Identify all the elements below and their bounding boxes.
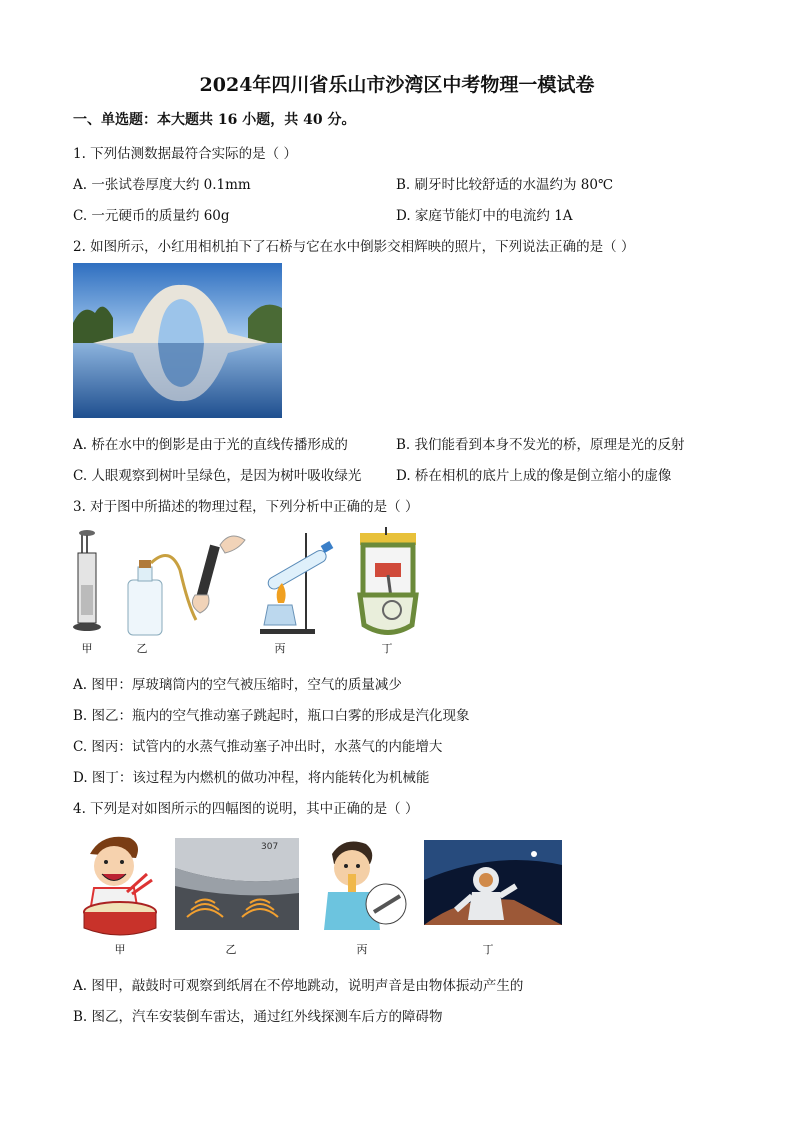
- question-3-stem: 3. 对于图中所描述的物理过程，下列分析中正确的是（ ）: [73, 499, 419, 515]
- q4-caption-ding: 丁: [482, 943, 494, 956]
- test-tube-drawing: [260, 533, 333, 634]
- question-4-stem: 4. 下列是对如图所示的四幅图的说明，其中正确的是（ ）: [73, 801, 419, 817]
- section-heading: 一、单选题：本大题共 16 小题，共 40 分。: [73, 112, 356, 128]
- q4-option-b: B. 图乙，汽车安装倒车雷达，通过红外线探测车后方的障碍物: [73, 1009, 443, 1025]
- q3-option-b: B. 图乙：瓶内的空气推动塞子跳起时，瓶口白雾的形成是汽化现象: [73, 708, 470, 724]
- q1-option-c: C. 一元硬币的质量约 60g: [73, 208, 230, 224]
- engine-cylinder-drawing: [360, 527, 416, 633]
- q2-option-b: B. 我们能看到本身不发光的桥，原理是光的反射: [396, 437, 685, 453]
- page-title: 2024年四川省乐山市沙湾区中考物理一模试卷: [199, 74, 595, 96]
- q3-option-a: A. 图甲：厚玻璃筒内的空气被压缩时，空气的质量减少: [73, 677, 402, 693]
- q3-caption-bing: 丙: [274, 642, 286, 655]
- astronaut-photo: [424, 840, 562, 925]
- bottle-pump-drawing: [128, 536, 245, 635]
- compression-cylinder-drawing: [73, 530, 101, 631]
- q3-option-c: C. 图丙：试管内的水蒸气推动塞子冲出时，水蒸气的内能增大: [73, 739, 443, 755]
- q3-figure: [70, 525, 430, 640]
- q2-option-d: D. 桥在相机的底片上成的像是倒立缩小的虚像: [396, 468, 672, 484]
- car-radar-photo: [175, 838, 299, 930]
- q1-option-b: B. 刷牙时比较舒适的水温约为 80℃: [396, 177, 614, 193]
- q4-option-a: A. 图甲，敲鼓时可观察到纸屑在不停地跳动，说明声音是由物体振动产生的: [73, 978, 524, 994]
- car-model-badge: 307: [261, 842, 279, 852]
- question-1-stem: 1. 下列估测数据最符合实际的是（ ）: [73, 146, 297, 162]
- q1-option-d: D. 家庭节能灯中的电流约 1A: [396, 208, 573, 224]
- q2-option-a: A. 桥在水中的倒影是由于光的直线传播形成的: [73, 437, 348, 453]
- drum-cartoon: [72, 832, 167, 936]
- q2-option-c: C. 人眼观察到树叶呈绿色，是因为树叶吸收绿光: [73, 468, 362, 484]
- q1-option-a: A. 一张试卷厚度大约 0.1mm: [73, 177, 251, 193]
- q3-caption-jia: 甲: [81, 642, 93, 655]
- flute-cartoon: [314, 834, 414, 930]
- question-2-stem: 2. 如图所示，小红用相机拍下了石桥与它在水中倒影交相辉映的照片，下列说法正确的是（ ）: [73, 239, 635, 255]
- q3-option-d: D. 图丁：该过程为内燃机的做功冲程，将内能转化为机械能: [73, 770, 430, 786]
- q4-caption-bing: 丙: [356, 943, 368, 956]
- q3-caption-ding: 丁: [381, 642, 393, 655]
- q4-caption-jia: 甲: [114, 943, 126, 956]
- bridge-photo: [73, 263, 282, 418]
- q4-caption-yi: 乙: [225, 943, 237, 956]
- q3-caption-yi: 乙: [136, 642, 148, 655]
